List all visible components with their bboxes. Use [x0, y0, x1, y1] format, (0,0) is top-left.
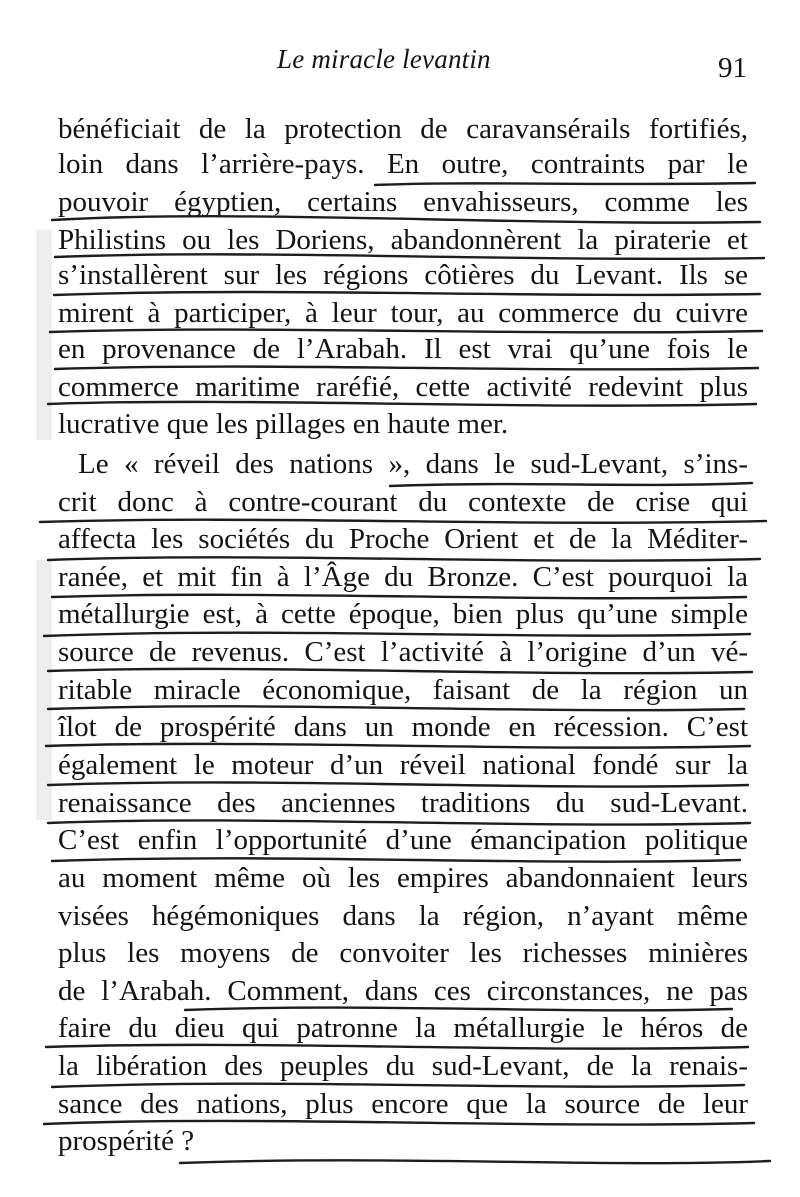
page-number: 91 — [718, 52, 747, 84]
text-line: Philistins ou les Doriens, abandonnèrent la piraterie et — [58, 224, 748, 256]
text-line: affecta les sociétés du Proche Orient et de la Méditer- — [58, 523, 748, 555]
text-line: Le « réveil des nations », dans le sud-Levant, s’ins- — [78, 448, 748, 480]
text-line: loin dans l’arrière-pays. En outre, contraints par le — [58, 148, 748, 180]
text-line: ritable miracle économique, faisant de la région un — [58, 674, 748, 706]
text-line: commerce maritime raréfié, cette activité redevint plus — [58, 371, 748, 403]
underline-stroke — [55, 367, 758, 370]
underline-stroke — [180, 1160, 770, 1163]
text-line: plus les moyens de convoiter les richesses minières — [58, 937, 748, 969]
text-line: prospérité ? — [58, 1125, 195, 1157]
text-line: de l’Arabah. Comment, dans ces circonstances, ne pas — [58, 975, 748, 1007]
text-line: visées hégémoniques dans la région, n’ayant même — [58, 900, 748, 932]
text-line: îlot de prospérité dans un monde en récession. C’est — [58, 711, 748, 743]
text-line: la libération des peuples du sud-Levant, de la renais- — [58, 1050, 748, 1082]
text-line: pouvoir égyptien, certains envahisseurs, comme les — [58, 186, 748, 218]
text-line: au moment même où les empires abandonnaient leurs — [58, 862, 748, 894]
text-line: renaissance des anciennes traditions du sud-Levant. — [58, 787, 748, 819]
text-line: mirent à participer, à leur tour, au commerce du cuivre — [58, 297, 748, 329]
text-line: crit donc à contre-courant du contexte de crise qui — [58, 486, 748, 518]
text-line: s’installèrent sur les régions côtières du Levant. Ils se — [58, 259, 748, 291]
text-line: lucrative que les pillages en haute mer. — [58, 408, 509, 440]
running-title: Le miracle levantin — [277, 44, 491, 74]
text-line: ranée, et mit fin à l’Âge du Bronze. C’est pourquoi la — [58, 561, 748, 593]
text-line: également le moteur d’un réveil national fondé sur la — [58, 749, 748, 781]
scan-shadow — [36, 560, 52, 820]
running-header — [0, 44, 800, 84]
text-line: sance des nations, plus encore que la source de leur — [58, 1088, 748, 1120]
text-line: C’est enfin l’opportunité d’une émancipation politique — [58, 824, 748, 856]
underline-stroke — [54, 292, 760, 295]
text-line: source de revenus. C’est l’activité à l’origine d’un vé- — [58, 636, 748, 668]
text-line: métallurgie est, à cette époque, bien plus qu’une simple — [58, 598, 748, 630]
underline-stroke — [185, 1008, 732, 1011]
scan-shadow — [36, 230, 52, 440]
text-line: bénéficiait de la protection de caravansérails fortifiés, — [58, 113, 748, 145]
text-line: faire du dieu qui patronne la métallurgie le héros de — [58, 1012, 748, 1044]
text-line: en provenance de l’Arabah. Il est vrai qu’une fois le — [58, 333, 748, 365]
